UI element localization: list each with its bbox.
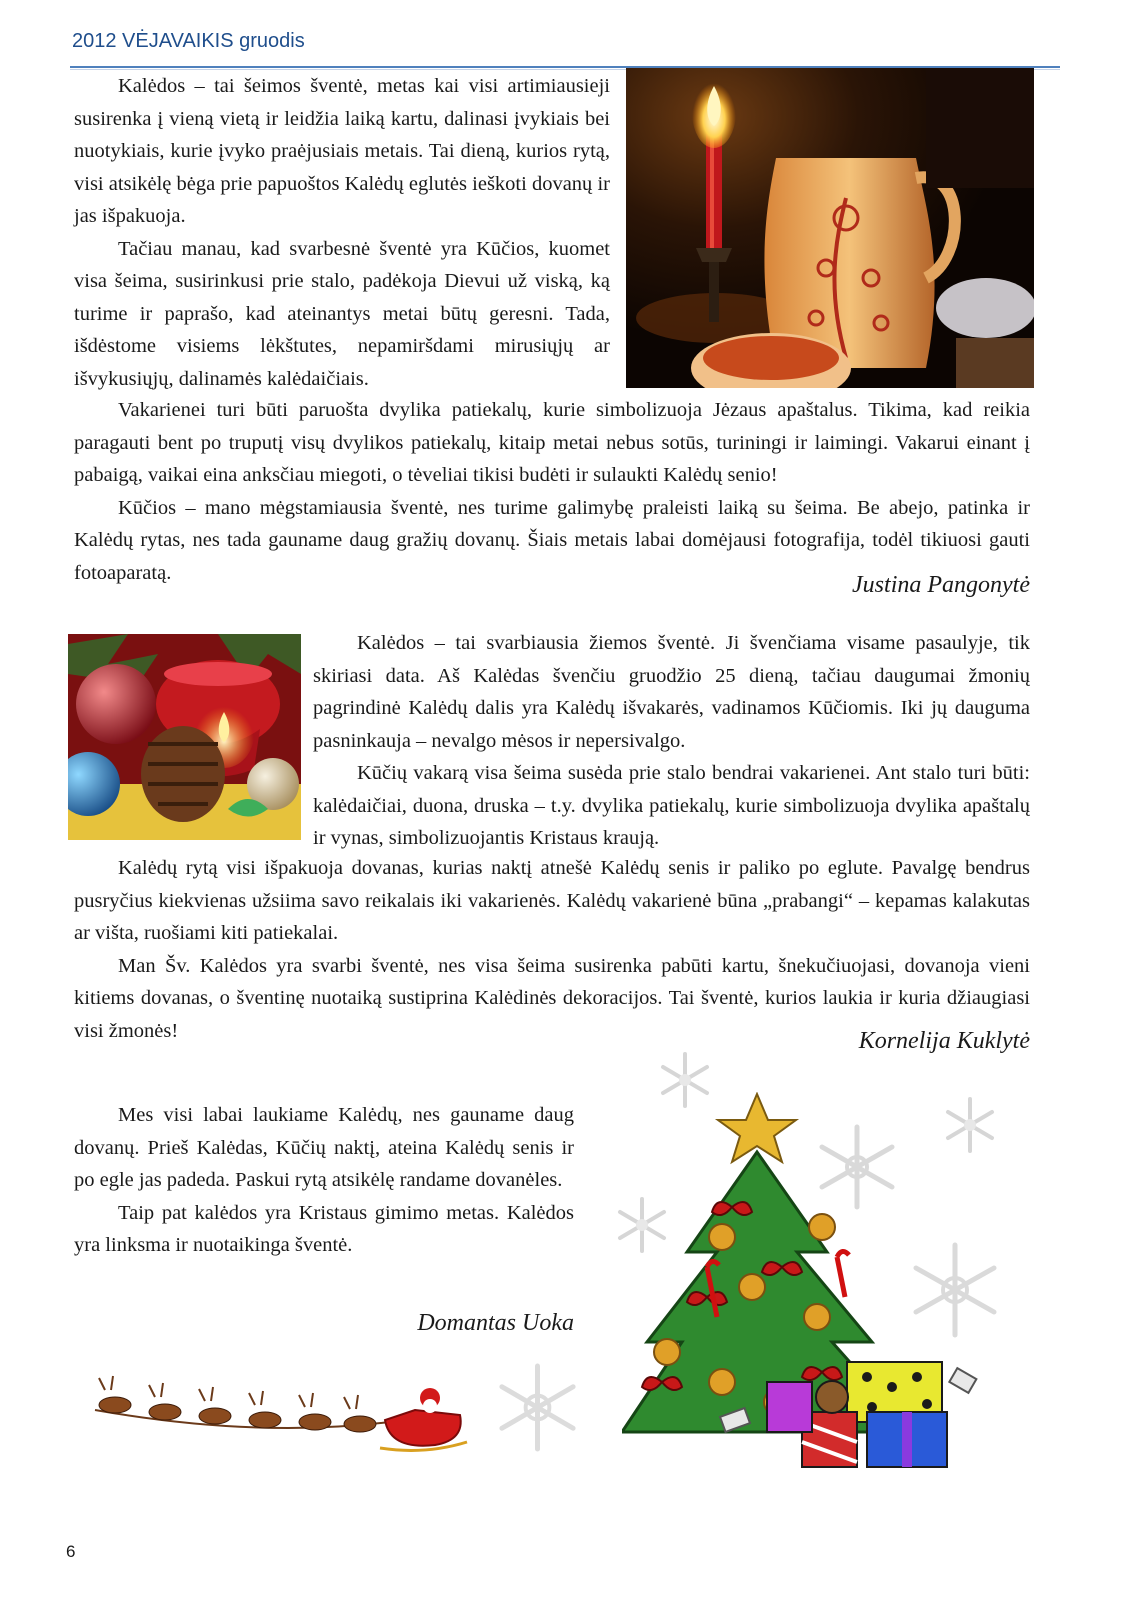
article1-paragraph: Vakarienei turi būti paruošta dvylika patiekalų, kurie simbolizuoja Jėzaus apaštalus. Tikima, kad reikia paragauti bent po truputį visų dvylikos patiekalų, kitaip metai nebus sotūs, turiningi ir laimingi. Vakarui einant į pabaigą, vaikai eina anksčiau miegoti, o tėveliai tikisi budėti ir sulaukti Kalėdų senio! <box>74 399 1030 486</box>
article1-top-text <box>74 70 610 395</box>
article2-paragraph: Kalėdų rytą visi išpakuoja dovanas, kurias naktį atnešė Kalėdų senis ir paliko po eglute. Pavalgę bendrus pusryčius kiekvienas užsiima savo reikalais iki vakarienės. Kalėdų vakarienė būna „prabangi“ – kepamas kalakutas ar višta, ruošiami kiti patiekalai. <box>74 857 1030 944</box>
article2-top-text <box>313 627 1030 855</box>
article3-paragraph: Mes visi labai laukiame Kalėdų, nes gauname daug dovanų. Prieš Kalėdas, Kūčių naktį, ateina Kalėdų senis ir po egle jas padeda. Paskui rytą atsikėlę randame dovanėles. <box>74 1104 574 1191</box>
santa-sleigh-reindeer-illustration <box>85 1360 470 1455</box>
article2-full-text <box>74 852 1030 1047</box>
snowflake-icon <box>490 1360 585 1455</box>
article2-paragraph: Kalėdos – tai svarbiausia žiemos šventė. Ji švenčiama visame pasaulyje, tik skiriasi data. Aš Kalėdas švenčiu gruodžio 25 dieną, tačiau daugumai žmonių pagrindinė Kalėdų dalis yra Kalėdų išvakarės, vadinamos Kūčiomis. Iki jų dauguma pasninkauja – nevalgo mėsos ir nepersivalgo. <box>313 632 1030 752</box>
article2-paragraph: Man Šv. Kalėdos yra svarbi šventė, nes visa šeima susirenka pabūti kartu, šnekučiuojasi, dovanoja vieni kitiems dovanas, o šventinę nuotaiką sustiprina Kalėdinės dekoracijos. Tai šventė, kurios laukia ir kuria džiaugiasi visi žmonės! <box>74 954 1030 1042</box>
article1-author: Justina Pangonytė <box>852 572 1030 598</box>
article2-paragraph: Kūčių vakarą visa šeima susėda prie stalo bendrai vakarienei. Ant stalo turi būti: kalėdaičiai, duona, druska – t.y. dvylika patiekalų, kurie simbolizuoja dvylika apaštalų ir vynas, simbolizuojantis Kristaus kraują. <box>313 762 1030 849</box>
article1-full-text <box>74 394 1030 589</box>
page-header: 2012 VĖJAVAIKIS gruodis <box>72 30 305 52</box>
article3-paragraph: Taip pat kalėdos yra Kristaus gimimo metas. Kalėdos yra linksma ir nuotaikinga šventė. <box>74 1201 574 1256</box>
article2-author: Kornelija Kuklytė <box>858 1028 1030 1054</box>
article1-paragraph: Tačiau manau, kad svarbesnė šventė yra Kūčios, kuomet visa šeima, susirinkusi prie stalo, padėkoja Dievui už viską, ką turime ir paprašo, kad ateinantys metai būtų geresni. Tada, išdėstome visiems lėkštutes, nepamiršdami mirusiųjų ar išvykusiųjų, dalinamės kalėdaičiais. <box>74 237 610 390</box>
article1-paragraph: Kalėdos – tai šeimos šventė, metas kai visi artimiausieji susirenka į vieną vietą ir leidžia laiką kartu, dalinasi įvykiais bei nuotykiais, kurie įvyko praėjusiais metais. Tai dieną, kurios rytą, visi atsikėlę bėga prie papuoštos Kalėdų eglutės ieškoti dovanų ir jas išpakuoja. <box>74 75 610 227</box>
page-number: 6 <box>66 1542 76 1561</box>
candle-jug-photo <box>626 68 1034 388</box>
article1-paragraph: Kūčios – mano mėgstamiausia šventė, nes turime galimybę praleisti laiką su šeima. Be abejo, patinka ir Kalėdų rytas, nes tada gauname daug gražių dovanų. Šiais metais labai domėjausi fotografija, todėl tikiuosi gauti fotoaparatą. <box>74 496 1030 584</box>
article3-author: Domantas Uoka <box>417 1310 574 1336</box>
christmas-ornaments-photo <box>68 634 301 840</box>
article3-text <box>74 1099 574 1262</box>
christmas-tree-illustration <box>622 1092 982 1472</box>
